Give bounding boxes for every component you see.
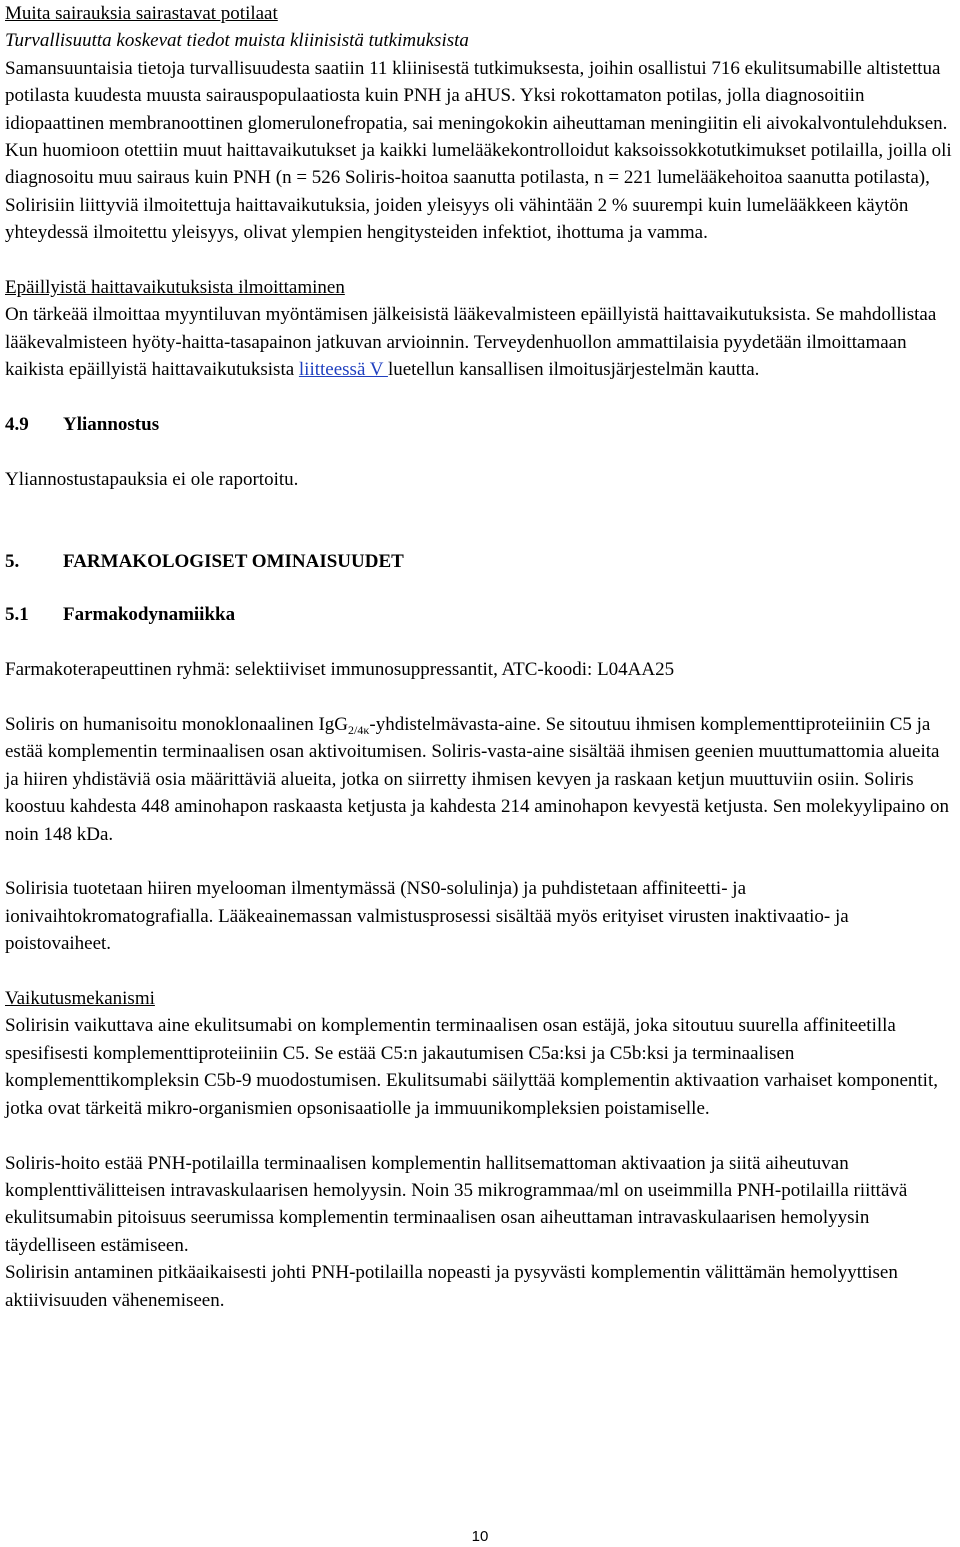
- heading-5-1-number: 5.1: [5, 604, 29, 626]
- paragraph-reporting: [5, 301, 957, 383]
- heading-4-9-title: Yliannostus: [63, 414, 160, 436]
- reporting-text-b: luetellun kansallisen ilmoitusjärjestelmän kautta.: [387, 359, 760, 381]
- antibody-subscript: 2/4κ: [348, 723, 370, 738]
- heading-5: [5, 548, 957, 575]
- paragraph-atc-group: Farmakoterapeuttinen ryhmä: selektiiviset immunosuppressantit, ATC-koodi: L04AA25: [5, 659, 675, 681]
- section-heading-other-diseases: Muita sairauksia sairastavat potilaat: [5, 3, 278, 24]
- heading-5-number: 5.: [5, 551, 20, 573]
- heading-5-title: FARMAKOLOGISET OMINAISUUDET: [63, 551, 404, 573]
- paragraph-production: Solirisia tuotetaan hiiren myelooman ilmentymässä (NS0-solulinja) ja puhdistetaan affiniteetti- ja ionivaihtokromatografialla. Lääkeainemassan valmistusprosessi sisältää myös erityiset virusten inaktivaatio- ja poistovaiheet.: [5, 878, 849, 955]
- document-page: [5, 0, 957, 1314]
- paragraph-mechanism-1: Solirisin vaikuttava aine ekulitsumabi on komplementin terminaalisen osan estäjä, joka sitoutuu suurella affiniteetilla spesifisesti komplementtiproteiiniin C5. Se estää C5:n jakautumisen C5a:ksi ja C5b:ksi ja terminaalisen komplementtikompleksin C5b-9 muodostumisen. Ekulitsumabi säilyttää komplementin aktivaation varhaiset komponentit, jotka ovat tärkeitä mikro-organismien opsonisaatiolle ja immuunikompleksien poistamiselle.: [5, 1015, 938, 1119]
- appendix-v-link[interactable]: liitteessä V: [298, 359, 388, 381]
- section-heading-mechanism: Vaikutusmekanismi: [5, 988, 155, 1010]
- heading-4-9-number: 4.9: [5, 414, 29, 436]
- page-number: 10: [471, 1528, 489, 1545]
- heading-4-9: [5, 411, 957, 438]
- paragraph-safety-data: Samansuuntaisia tietoja turvallisuudesta saatiin 11 kliinisestä tutkimuksesta, joihin osallistui 716 ekulitsumabille altistettua potilasta kuudesta muusta sairauspopulaatiosta kuin PNH ja aHUS. Yksi rokottamaton potilas, jolla diagnosoitiin idiopaattinen membranoottinen glomerulonefropatia, sai meningokokin aiheuttaman meningiitin eli aivokalvontulehduksen. Kun huomioon otettiin muut haittavaikutukset ja kaikki lumelääkekontrolloidut kaksoissokkotutkimukset potilailla, joilla oli diagnosoitu muu sairaus kuin PNH (n = 526 Soliris-hoitoa saanutta potilasta, n = 221 lumelääkehoitoa saanutta potilasta), Solirisiin liittyviä ilmoitettuja haittavaikutuksia, joiden yleisyys oli vähintään 2 % suurempi kuin lumelääkkeen käytön yhteydessä ilmoitettu yleisyys, olivat ylempien hengitysteiden infektiot, ihottuma ja vamma.: [5, 57, 952, 244]
- antibody-text-b: -yhdistelmävasta-aine. Se sitoutuu ihmisen komplementtiproteiiniin C5 ja estää komplementin terminaalisen osan aktivoitumisen. Soliris-vasta-aine sisältää ihmisen geenien muuttumattomia alueita ja hiiren yhdistäviä osia määrittäviä alueita, jotka on siirretty ihmisen kevyen ja raskaan ketjun muuttuviin osiin. Soliris koostuu kahdesta 448 aminohapon raskaasta ketjusta ja kahdesta 214 aminohapon kevyestä ketjusta. Sen molekyylipaino on noin 148 kDa.: [5, 714, 949, 845]
- heading-5-1-title: Farmakodynamiikka: [63, 604, 236, 626]
- subheading-safety-data: Turvallisuutta koskevat tiedot muista kliinisistä tutkimuksista: [5, 30, 469, 52]
- antibody-text-a: Soliris on humanisoitu monoklonaalinen IgG: [5, 714, 349, 736]
- paragraph-mechanism-3: Solirisin antaminen pitkäaikaisesti johti PNH-potilailla nopeasti ja pysyvästi komplementin välittämän hemolyyttisen aktiivisuuden vähenemiseen.: [5, 1262, 898, 1311]
- paragraph-overdose: Yliannostustapauksia ei ole raportoitu.: [5, 468, 299, 490]
- paragraph-antibody: [5, 711, 957, 848]
- reporting-text-a: On tärkeää ilmoittaa myyntiluvan myöntämisen jälkeisistä lääkevalmisteen epäillyistä haittavaikutuksista. Se mahdollistaa lääkevalmisteen hyöty-haitta-tasapainon jatkuvan arvioinnin. Terveydenhuollon ammattilaisia pyydetään ilmoittamaan kaikista epäillyistä haittavaikutuksista: [5, 304, 937, 381]
- paragraph-mechanism-2: Soliris-hoito estää PNH-potilailla terminaalisen komplementin hallitsemattoman aktivaation ja siitä aiheutuvan komplenttivälitteisen intravaskulaarisen hemolyysin. Noin 35 mikrogrammaa/ml on useimmilla PNH-potilailla riittävä ekulitsumabin pitoisuus seerumissa komplementin terminaalisen osan aiheuttaman intravaskulaarisen hemolyysin täydelliseen estämiseen.: [5, 1152, 908, 1256]
- section-heading-reporting: Epäillyistä haittavaikutuksista ilmoittaminen: [5, 277, 345, 299]
- heading-5-1: [5, 601, 957, 628]
